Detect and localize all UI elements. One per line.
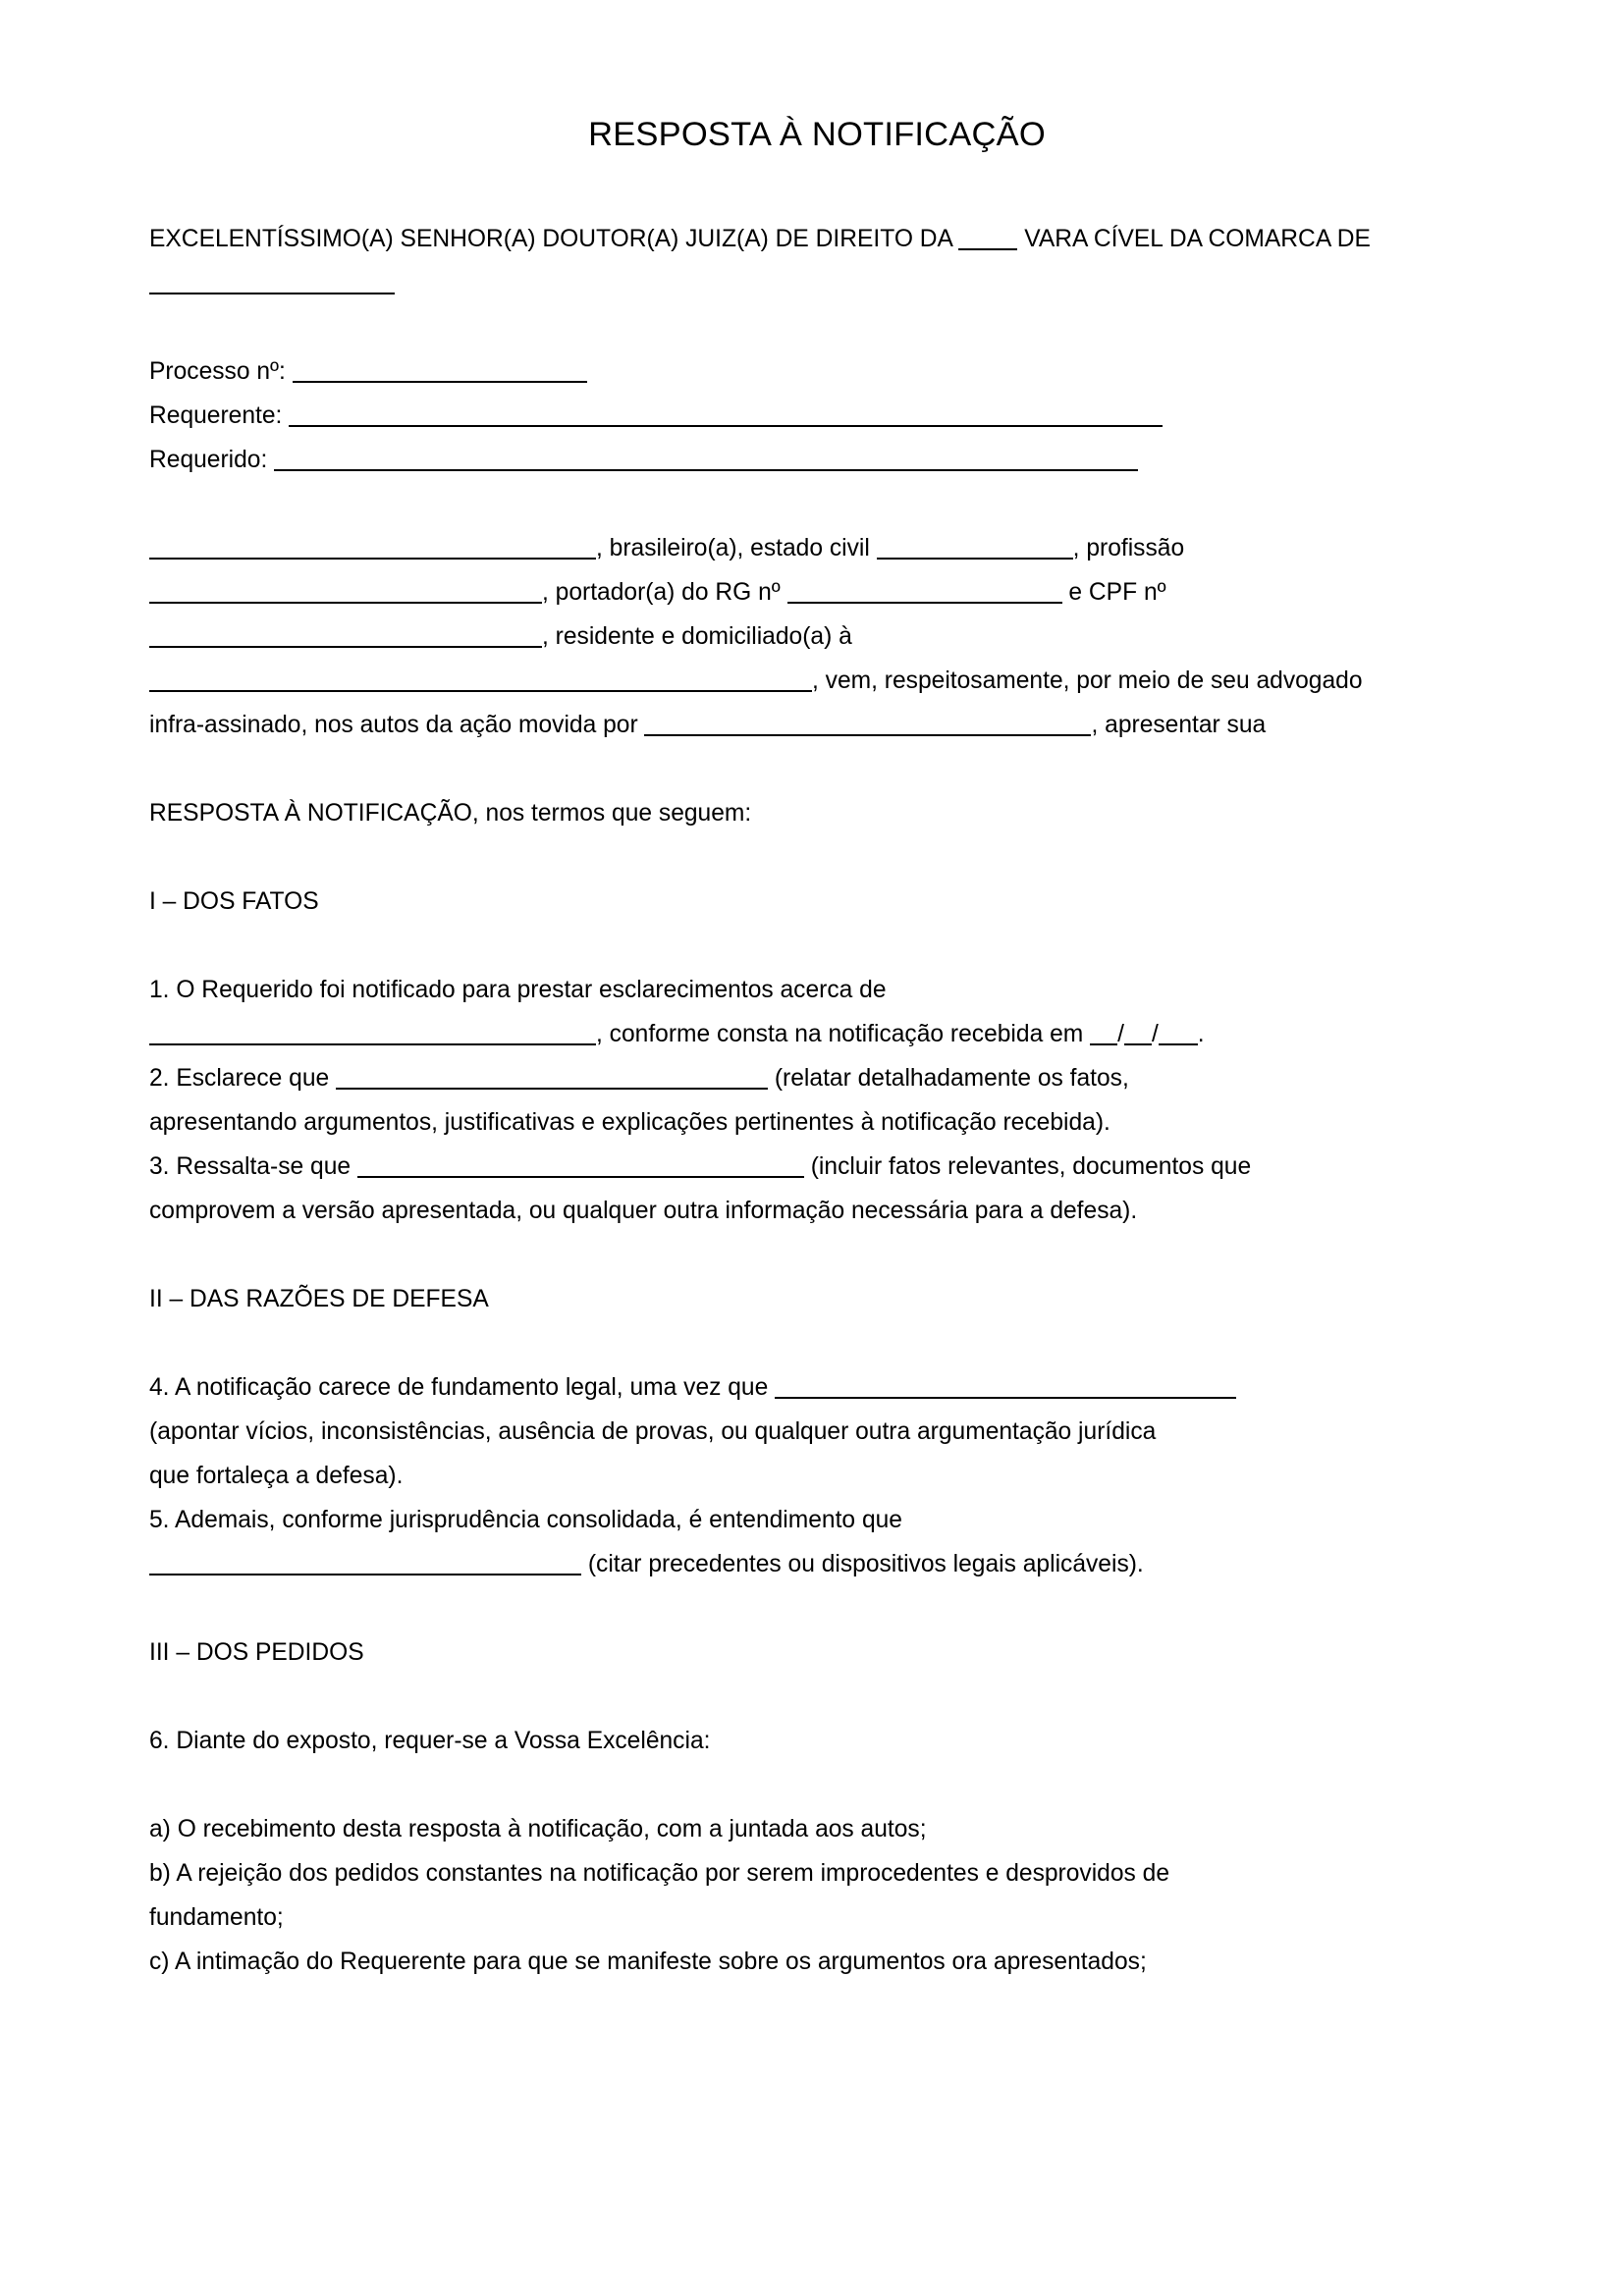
- section-1-spacer: [149, 924, 1485, 968]
- item-1-text-2: , conforme consta na notificação recebida em: [596, 1021, 1091, 1048]
- item-3-blank[interactable]: [357, 1176, 804, 1178]
- date-year-blank[interactable]: [1159, 1043, 1198, 1045]
- case-field-processo: [149, 349, 1485, 394]
- case-field-requerente-label: Requerente:: [149, 402, 283, 430]
- qualification-line-2: [149, 570, 1485, 614]
- case-field-requerente: [149, 394, 1485, 438]
- section-heading-razoes: II – DAS RAZÕES DE DEFESA: [149, 1286, 489, 1313]
- item-4-text-1: 4. A notificação carece de fundamento legal, uma vez que: [149, 1374, 776, 1402]
- qualification-estado-civil-blank[interactable]: [877, 558, 1073, 560]
- section-3-spacer: [149, 1675, 1485, 1719]
- request-item-b-cont: fundamento;: [149, 1904, 284, 1932]
- request-item-b: b) A rejeição dos pedidos constantes na notificação por serem improcedentes e desprovidos de: [149, 1860, 1170, 1888]
- qualification-text-7: infra-assinado, nos autos da ação movida por: [149, 712, 645, 739]
- item-2-text-1: 2. Esclarece que: [149, 1065, 337, 1093]
- section-heading-fatos: I – DOS FATOS: [149, 888, 319, 916]
- case-field-requerido: [149, 438, 1485, 482]
- qualification-text-8: , apresentar sua: [1091, 712, 1267, 739]
- case-field-processo-blank[interactable]: [293, 381, 587, 383]
- case-field-requerido-blank[interactable]: [274, 469, 1138, 471]
- qualification-text-4: e CPF nº: [1061, 579, 1166, 607]
- date-month-blank[interactable]: [1124, 1043, 1152, 1045]
- addressing-line: [149, 217, 1485, 261]
- title-spacer: [149, 156, 1485, 217]
- item-2-text-2: (relatar detalhadamente os fatos,: [768, 1065, 1129, 1093]
- item-4-line-1: [149, 1365, 1485, 1410]
- qualification-line-5: [149, 703, 1485, 747]
- intro-spacer: [149, 835, 1485, 880]
- comarca-blank[interactable]: [149, 293, 395, 294]
- qualification-endereco-blank[interactable]: [149, 690, 812, 692]
- qualification-text-2: , profissão: [1072, 535, 1185, 562]
- qualification-rg-blank[interactable]: [787, 602, 1062, 604]
- item-5-line-1: 5. Ademais, conforme jurisprudência consolidada, é entendimento que: [149, 1507, 902, 1534]
- item-6-line-1: 6. Diante do exposto, requer-se a Vossa Excelência:: [149, 1728, 711, 1755]
- item-4-line-2: (apontar vícios, inconsistências, ausência de provas, ou qualquer outra argumentação jurídica: [149, 1418, 1157, 1446]
- item-1-blank[interactable]: [149, 1043, 596, 1045]
- addressing-spacer: [149, 305, 1485, 349]
- item-1-line-1: 1. O Requerido foi notificado para prestar esclarecimentos acerca de: [149, 977, 887, 1004]
- case-field-requerente-blank[interactable]: [289, 425, 1163, 427]
- qualification-text-1: , brasileiro(a), estado civil: [596, 535, 877, 562]
- item-1-line-2: [149, 1012, 1485, 1056]
- qualification-profissao-blank[interactable]: [149, 602, 542, 604]
- item-3-text-2: (incluir fatos relevantes, documentos que: [803, 1153, 1252, 1181]
- qualification-name-blank[interactable]: [149, 558, 596, 560]
- qualification-text-3: , portador(a) do RG nº: [542, 579, 787, 607]
- qualification-text-6: , vem, respeitosamente, por meio de seu advogado: [812, 667, 1363, 695]
- qualification-line-3: [149, 614, 1485, 659]
- item-5-text-2: (citar precedentes ou dispositivos legais aplicáveis).: [581, 1551, 1144, 1578]
- item-3-line-2: comprovem a versão apresentada, ou qualquer outra informação necessária para a defesa).: [149, 1198, 1138, 1225]
- case-field-processo-label: Processo nº:: [149, 358, 286, 386]
- section-2-end-spacer: [149, 1586, 1485, 1630]
- item-4-line-3: que fortaleça a defesa).: [149, 1463, 404, 1490]
- comarca-line: [149, 261, 1485, 305]
- item-3-line-1: [149, 1145, 1485, 1189]
- qualification-spacer: [149, 747, 1485, 791]
- item-2-line-1: [149, 1056, 1485, 1100]
- section-2-spacer: [149, 1321, 1485, 1365]
- qualification-acao-blank[interactable]: [644, 734, 1091, 736]
- item-2-blank[interactable]: [336, 1088, 768, 1090]
- requests-spacer: [149, 1763, 1485, 1807]
- request-item-a: a) O recebimento desta resposta à notificação, com a juntada aos autos;: [149, 1816, 927, 1843]
- addressing-suffix: VARA CÍVEL DA COMARCA DE: [1017, 226, 1371, 253]
- intro-line: RESPOSTA À NOTIFICAÇÃO, nos termos que seguem:: [149, 800, 752, 828]
- date-day-blank[interactable]: [1090, 1043, 1117, 1045]
- section-1-end-spacer: [149, 1233, 1485, 1277]
- item-4-blank[interactable]: [775, 1397, 1236, 1399]
- case-fields-spacer: [149, 482, 1485, 526]
- qualification-text-5: , residente e domiciliado(a) à: [542, 623, 852, 651]
- page-title: RESPOSTA À NOTIFICAÇÃO: [588, 116, 1046, 153]
- date-sep-1: /: [1117, 1021, 1124, 1048]
- item-2-line-2: apresentando argumentos, justificativas e explicações pertinentes à notificação recebida).: [149, 1109, 1110, 1137]
- qualification-line-4: [149, 659, 1485, 703]
- qualification-cpf-blank[interactable]: [149, 646, 542, 648]
- item-5-blank[interactable]: [149, 1574, 581, 1575]
- case-field-requerido-label: Requerido:: [149, 447, 268, 474]
- item-3-text-1: 3. Ressalta-se que: [149, 1153, 357, 1181]
- document-content: [149, 0, 1485, 1984]
- vara-number-blank[interactable]: [958, 248, 1017, 250]
- date-sep-2: /: [1151, 1021, 1159, 1048]
- section-heading-pedidos: III – DOS PEDIDOS: [149, 1639, 364, 1667]
- item-1-text-3: .: [1197, 1021, 1205, 1048]
- qualification-line-1: [149, 526, 1485, 570]
- addressing-prefix: EXCELENTÍSSIMO(A) SENHOR(A) DOUTOR(A) JUIZ(A) DE DIREITO DA: [149, 226, 959, 253]
- request-item-c: c) A intimação do Requerente para que se manifeste sobre os argumentos ora apresentados;: [149, 1949, 1147, 1976]
- item-5-line-2: [149, 1542, 1485, 1586]
